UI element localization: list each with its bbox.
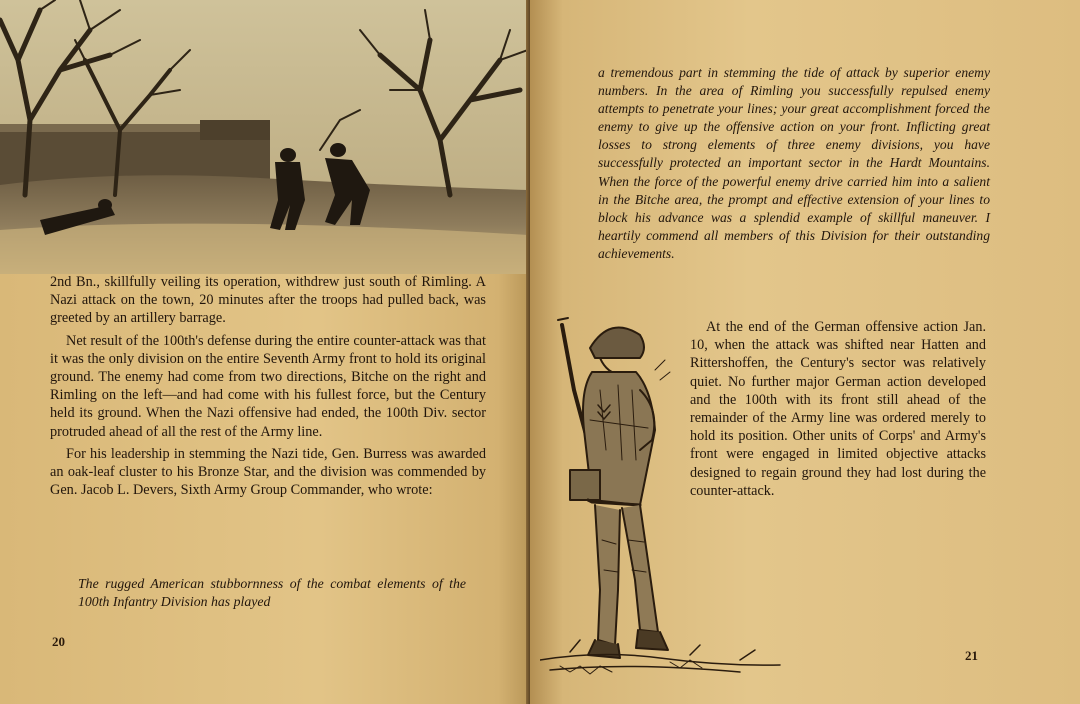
- paragraph-4: At the end of the German offensive action Jan. 10, when the attack was shifted near Hatten and Rittershoffen, the Century's sector was relatively quiet. No further major German action developed and the 100th with its front still ahead of the remainder of the Army line was ordered merely to hold its position. Other units of Corps' and Army's front were engaged in limited objective attacks designed to regain ground they had lost during the counter-attack.: [690, 319, 986, 499]
- page-number-left: 20: [52, 634, 65, 649]
- devers-quote-continued: a tremendous part in stemming the tide of attack by superior enemy numbers. In the area of Rimling you successfully repulsed enemy attempts to penetrate your lines; your great accomplishment forced the enemy to give up the offensive action on your front. Inflicting great losses to strong elements of three enemy divisions, you have successfully protected an important sector in the Hardt Mountains. When the force of the powerful enemy drive carried him into a salient in the Bitche area, the prompt and effective extension of your lines to block his advance was a splendid example of skillful maneuver. I heartily commend all members of this Division for their outstanding achievements.: [598, 65, 990, 261]
- paragraph-3: For his leadership in stemming the Nazi tide, Gen. Burress was awarded an oak-leaf cluster to his Bronze Star, and the division was commended by Gen. Jacob L. Devers, Sixth Army Group Commander, who wrote:: [50, 445, 486, 499]
- paragraph-1: 2nd Bn., skillfully veiling its operation, withdrew just south of Rimling. A Nazi attack on the town, 20 minutes after the troops had pulled back, was greeted by an artillery barrage.: [50, 274, 486, 327]
- paragraph-2: Net result of the 100th's defense during the entire counter-attack was that it was the only division on the entire Seventh Army front to hold its original ground. The enemy had come from two directions, Bitche on the right and Rimling on the left—and had come with his fullest force, but the Century held its ground. When the Nazi offensive had ended, the 100th Div. sector protruded ahead of all the rest of the Army line.: [50, 332, 486, 440]
- page-number-right: 21: [965, 648, 978, 663]
- right-text-column: [690, 318, 986, 500]
- soldiers-in-orchard-photo: [0, 0, 528, 274]
- left-page: [0, 0, 530, 704]
- devers-quote-start: The rugged American stubbornness of the combat elements of the 100th Infantry Division has played: [78, 576, 466, 610]
- left-text-column: [50, 273, 486, 499]
